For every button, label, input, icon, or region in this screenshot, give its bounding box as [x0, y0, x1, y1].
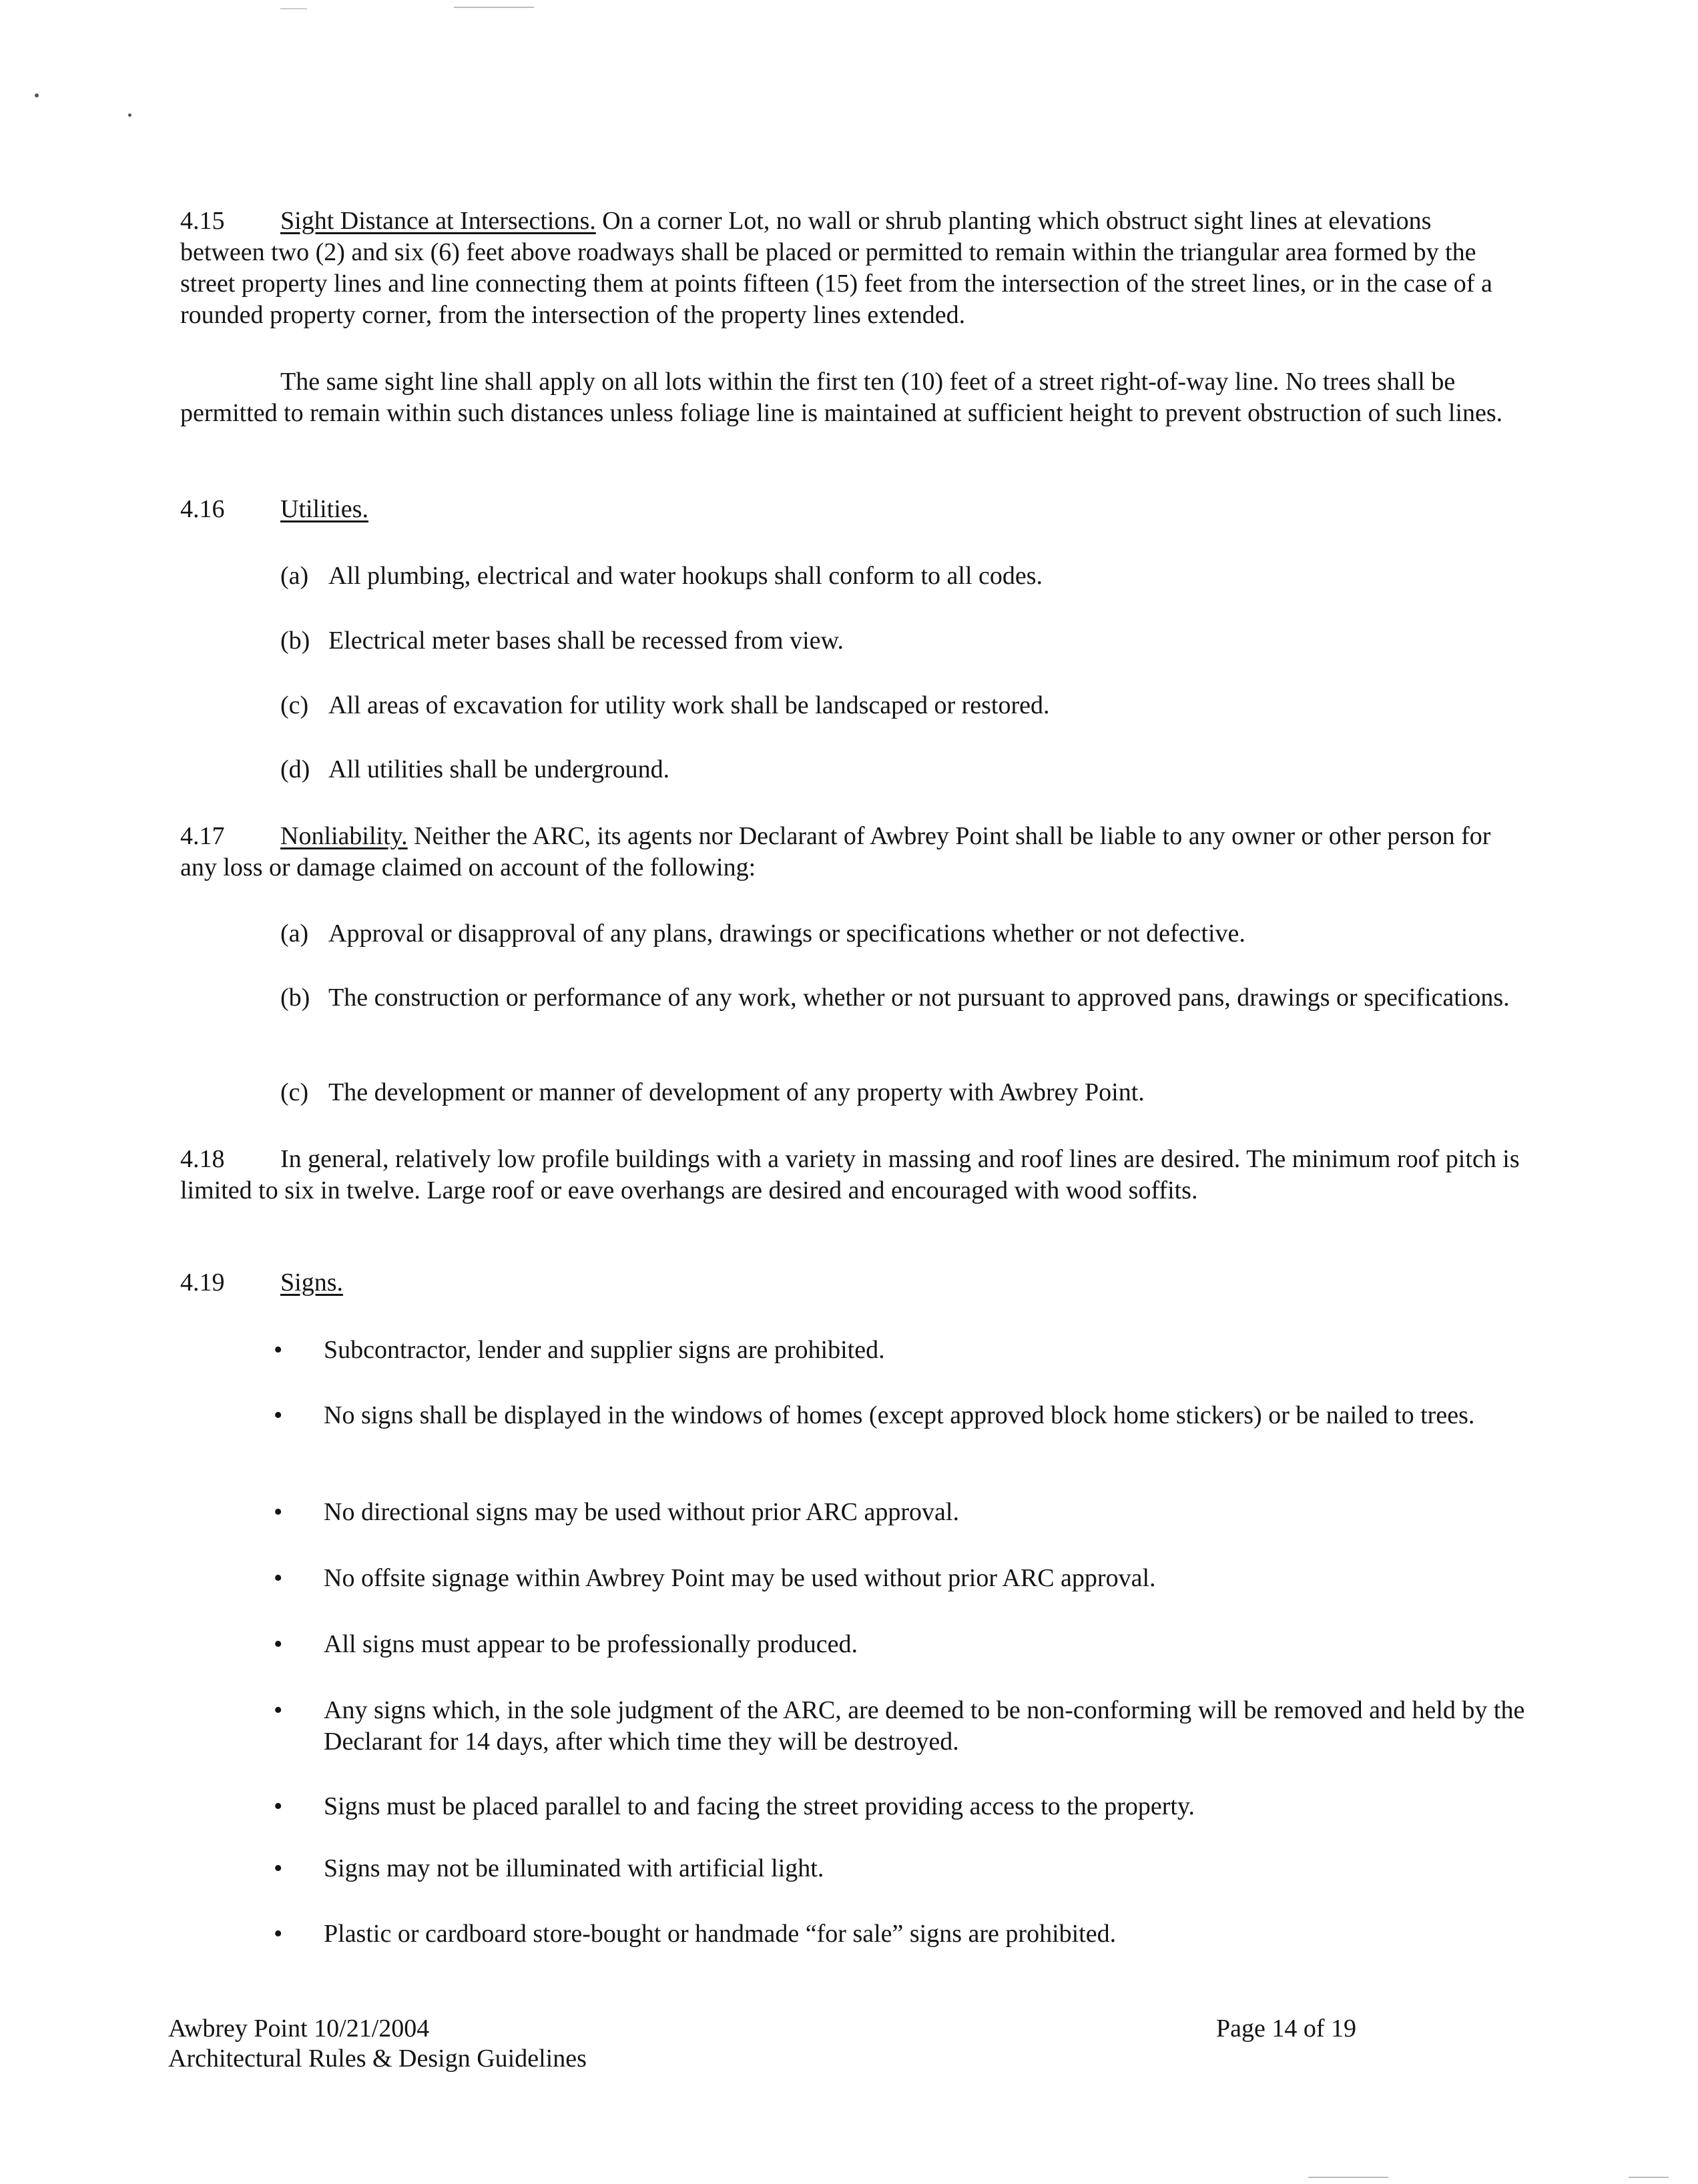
- section-4-19: [180, 1267, 1522, 1299]
- signs-bullet-5: [274, 1629, 1545, 1660]
- section-title: Sight Distance at Intersections.: [280, 207, 596, 235]
- footer-document-subtitle: Architectural Rules & Design Guidelines: [168, 2045, 587, 2073]
- bullet-icon: •: [274, 1336, 283, 1364]
- scan-line-top: [454, 7, 534, 8]
- section-number: 4.18: [180, 1145, 225, 1173]
- signs-bullet-9: [274, 1918, 1545, 1950]
- scan-line-top-2: [280, 8, 307, 9]
- signs-bullet-8: [274, 1853, 1545, 1884]
- nonliability-item-c: [280, 1077, 1530, 1108]
- section-title: Signs.: [280, 1268, 343, 1297]
- item-label: (d): [280, 755, 310, 783]
- scan-line-bottom-2: [1629, 2177, 1669, 2178]
- section-text: On a corner Lot, no wall or shrub planting which obstruct sight lines at elevations between two (2) and six (6) feet above roadways shall be placed or permitted to remain within the triangular area formed by the street property lines and line connecting them at points fifteen (15) feet from the intersection of the street lines, or in the case of a rounded property corner, from the intersection of the property lines extended.: [180, 207, 1492, 329]
- bullet-text: Subcontractor, lender and supplier signs are prohibited.: [324, 1336, 885, 1364]
- section-4-18: [180, 1144, 1522, 1206]
- signs-bullet-7: [274, 1791, 1545, 1822]
- section-number: 4.16: [180, 495, 225, 523]
- section-4-15: [180, 206, 1522, 331]
- bullet-text: Any signs which, in the sole judgment of the ARC, are deemed to be non-conforming will be removed and held by the Declarant for 14 days, after which time they will be destroyed.: [324, 1696, 1525, 1756]
- item-label: (c): [280, 691, 309, 719]
- bullet-icon: •: [274, 1630, 283, 1658]
- item-label: (b): [280, 627, 310, 655]
- bullet-icon: •: [274, 1792, 283, 1820]
- bullet-text: Plastic or cardboard store-bought or handmade “for sale” signs are prohibited.: [324, 1920, 1117, 1948]
- item-text: The development or manner of development of any property with Awbrey Point.: [328, 1078, 1145, 1106]
- section-text: In general, relatively low profile buildings with a variety in massing and roof lines are desired. The minimum roof pitch is limited to six in twelve. Large roof or eave overhangs are desired and encouraged with wood soffits.: [180, 1145, 1520, 1204]
- section-number: 4.15: [180, 207, 225, 235]
- signs-bullet-6: [274, 1695, 1545, 1758]
- item-text: All areas of excavation for utility work shall be landscaped or restored.: [328, 691, 1050, 719]
- scan-mark-top-left: [35, 93, 39, 97]
- item-text: Approval or disapproval of any plans, drawings or specifications whether or not defective.: [328, 920, 1245, 948]
- signs-bullet-2: [274, 1400, 1545, 1431]
- nonliability-item-b: [280, 982, 1530, 1014]
- section-title: Utilities.: [280, 495, 368, 523]
- bullet-text: No signs shall be displayed in the windows of homes (except approved block home stickers) or be nailed to trees.: [324, 1401, 1475, 1429]
- signs-bullet-3: [274, 1497, 1545, 1528]
- item-label: (a): [280, 562, 309, 590]
- item-text: Electrical meter bases shall be recessed from view.: [328, 627, 844, 655]
- item-label: (c): [280, 1078, 309, 1106]
- item-label: (b): [280, 984, 310, 1012]
- bullet-icon: •: [274, 1498, 283, 1526]
- scan-mark-top-left-2: [128, 113, 131, 117]
- item-text: The construction or performance of any work, whether or not pursuant to approved pans, drawings or specifications.: [328, 984, 1510, 1012]
- bullet-icon: •: [274, 1920, 283, 1948]
- signs-bullet-4: [274, 1563, 1545, 1594]
- bullet-text: No directional signs may be used without prior ARC approval.: [324, 1498, 959, 1526]
- scan-line-bottom: [1308, 2177, 1388, 2178]
- bullet-icon: •: [274, 1696, 283, 1724]
- bullet-text: No offsite signage within Awbrey Point may be used without prior ARC approval.: [324, 1564, 1156, 1592]
- section-4-17: [180, 821, 1522, 883]
- section-number: 4.19: [180, 1268, 225, 1297]
- bullet-text: All signs must appear to be professionally produced.: [324, 1630, 858, 1658]
- item-text: All utilities shall be underground.: [328, 755, 670, 783]
- nonliability-item-a: [280, 918, 1530, 950]
- footer-page-number: Page 14 of 19: [1216, 2015, 1357, 2043]
- section-number: 4.17: [180, 822, 225, 850]
- signs-bullet-1: [274, 1335, 1545, 1366]
- footer-document-title: Awbrey Point 10/21/2004: [168, 2015, 430, 2043]
- utilities-item-d: [280, 754, 1530, 785]
- bullet-icon: •: [274, 1854, 283, 1882]
- utilities-item-b: [280, 625, 1530, 657]
- section-title: Nonliability.: [280, 822, 408, 850]
- bullet-icon: •: [274, 1564, 283, 1592]
- bullet-text: Signs may not be illuminated with artificial light.: [324, 1854, 824, 1882]
- utilities-item-a: [280, 561, 1530, 592]
- utilities-item-c: [280, 690, 1530, 721]
- section-text: Neither the ARC, its agents nor Declarant of Awbrey Point shall be liable to any owner or other person for any loss or damage claimed on account of the following:: [180, 822, 1491, 881]
- bullet-icon: •: [274, 1401, 283, 1429]
- section-4-15-paragraph-2: The same sight line shall apply on all lots within the first ten (10) feet of a street right-of-way line. No trees shall be permitted to remain within such distances unless foliage line is maintained at sufficient height to prevent obstruction of such lines.: [180, 368, 1503, 427]
- bullet-text: Signs must be placed parallel to and facing the street providing access to the property.: [324, 1792, 1195, 1820]
- item-label: (a): [280, 920, 309, 948]
- footer-left: [168, 2014, 587, 2074]
- section-4-16: [180, 494, 1522, 525]
- item-text: All plumbing, electrical and water hookups shall conform to all codes.: [328, 562, 1043, 590]
